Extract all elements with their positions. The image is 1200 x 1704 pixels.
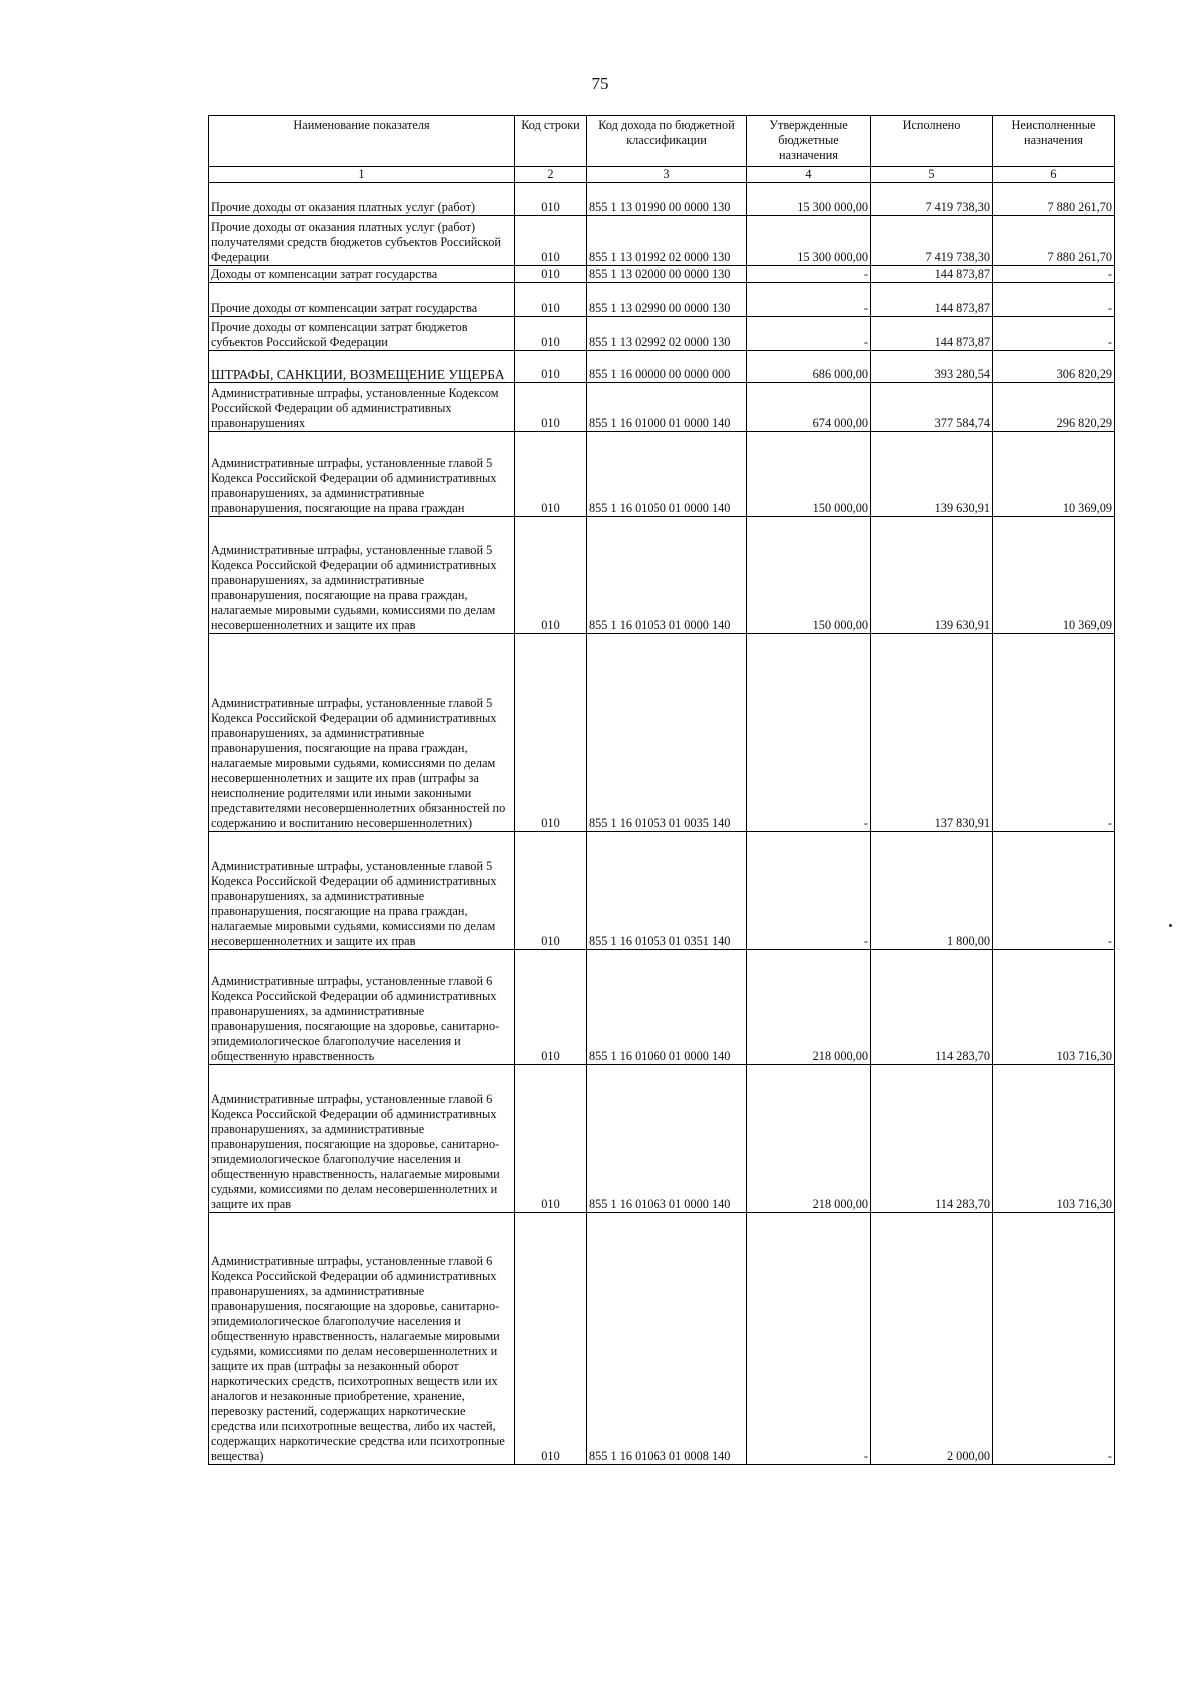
row-line-code: 010: [515, 1213, 587, 1465]
row-executed: 377 584,74: [871, 383, 993, 432]
row-executed: 144 873,87: [871, 317, 993, 351]
row-line-code: 010: [515, 317, 587, 351]
row-executed: 139 630,91: [871, 432, 993, 517]
row-income-code: 855 1 16 01050 01 0000 140: [587, 432, 747, 517]
row-name: ШТРАФЫ, САНКЦИИ, ВОЗМЕЩЕНИЕ УЩЕРБА: [209, 351, 515, 383]
row-unexecuted: 296 820,29: [993, 383, 1115, 432]
row-income-code: 855 1 13 02990 00 0000 130: [587, 283, 747, 317]
row-approved: 150 000,00: [747, 432, 871, 517]
row-approved: 218 000,00: [747, 950, 871, 1065]
row-executed: 137 830,91: [871, 634, 993, 832]
header-unexecuted: Неисполненные назначения: [993, 116, 1115, 167]
table-row: [209, 950, 1115, 1065]
row-approved: -: [747, 266, 871, 283]
row-line-code: 010: [515, 950, 587, 1065]
row-unexecuted: 306 820,29: [993, 351, 1115, 383]
budget-report-table: [208, 115, 1115, 1465]
row-approved: 15 300 000,00: [747, 216, 871, 266]
row-line-code: 010: [515, 283, 587, 317]
row-executed: 114 283,70: [871, 950, 993, 1065]
row-income-code: 855 1 16 01053 01 0351 140: [587, 832, 747, 950]
row-income-code: 855 1 13 01990 00 0000 130: [587, 183, 747, 216]
row-income-code: 855 1 13 01992 02 0000 130: [587, 216, 747, 266]
row-approved: -: [747, 283, 871, 317]
table-row: [209, 351, 1115, 383]
column-number: 5: [871, 167, 993, 183]
row-income-code: 855 1 16 01063 01 0000 140: [587, 1065, 747, 1213]
row-unexecuted: 7 880 261,70: [993, 216, 1115, 266]
row-executed: 144 873,87: [871, 283, 993, 317]
row-name: Доходы от компенсации затрат государства: [209, 266, 515, 283]
table-row: [209, 283, 1115, 317]
row-unexecuted: -: [993, 317, 1115, 351]
row-name: Прочие доходы от оказания платных услуг (работ) получателями средств бюджетов субъектов Российской Федерации: [209, 216, 515, 266]
table-row: [209, 634, 1115, 832]
table-row: [209, 1213, 1115, 1465]
row-executed: 2 000,00: [871, 1213, 993, 1465]
row-line-code: 010: [515, 351, 587, 383]
row-unexecuted: 10 369,09: [993, 517, 1115, 634]
row-unexecuted: -: [993, 266, 1115, 283]
row-name: Административные штрафы, установленные Кодексом Российской Федерации об административных правонарушениях: [209, 383, 515, 432]
row-line-code: 010: [515, 432, 587, 517]
row-unexecuted: -: [993, 634, 1115, 832]
header-income-code: Код дохода по бюджетной классификации: [587, 116, 747, 167]
row-name: Прочие доходы от компенсации затрат бюджетов субъектов Российской Федерации: [209, 317, 515, 351]
row-name: Административные штрафы, установленные главой 5 Кодекса Российской Федерации об административных правонарушениях, за административные правонарушения, посягающие на права граждан, налагаемые мировыми судьями, комиссиями по делам несовершеннолетних и защите их прав: [209, 517, 515, 634]
row-unexecuted: 103 716,30: [993, 950, 1115, 1065]
row-approved: 15 300 000,00: [747, 183, 871, 216]
table-row: [209, 517, 1115, 634]
column-number: 1: [209, 167, 515, 183]
row-line-code: 010: [515, 266, 587, 283]
row-name: Административные штрафы, установленные главой 5 Кодекса Российской Федерации об административных правонарушениях, за административные правонарушения, посягающие на права граждан: [209, 432, 515, 517]
row-income-code: 855 1 16 00000 00 0000 000: [587, 351, 747, 383]
row-name: Административные штрафы, установленные главой 5 Кодекса Российской Федерации об административных правонарушениях, за административные правонарушения, посягающие на права граждан, налагаемые мировыми судьями, комиссиями по делам несовершеннолетних и защите их прав (штрафы за неисполнение родителями или иными законными представителями несовершеннолетних обязанностей по содержанию и воспитанию несовершеннолетних): [209, 634, 515, 832]
header-indicator-name: Наименование показателя: [209, 116, 515, 167]
table-row: [209, 1065, 1115, 1213]
row-unexecuted: -: [993, 832, 1115, 950]
row-executed: 1 800,00: [871, 832, 993, 950]
table-row: [209, 266, 1115, 283]
row-executed: 7 419 738,30: [871, 183, 993, 216]
row-line-code: 010: [515, 216, 587, 266]
table-header-row: [209, 116, 1115, 167]
row-line-code: 010: [515, 517, 587, 634]
row-name: Прочие доходы от оказания платных услуг (работ): [209, 183, 515, 216]
row-unexecuted: -: [993, 1213, 1115, 1465]
row-income-code: 855 1 16 01063 01 0008 140: [587, 1213, 747, 1465]
table-row: [209, 183, 1115, 216]
table-row: [209, 832, 1115, 950]
row-name: Административные штрафы, установленные главой 6 Кодекса Российской Федерации об административных правонарушениях, за административные правонарушения, посягающие на здоровье, санитарно-эпидемиологическое благополучие населения и общественную нравственность, налагаемые мировыми судьями, комиссиями по делам несовершеннолетних и защите их прав (штрафы за незаконный оборот наркотических средств, психотропных веществ или их аналогов и незаконные приобретение, хранение, перевозку растений, содержащих наркотические средства или психотропные вещества, либо их частей, содержащих наркотические средства или психотропные вещества): [209, 1213, 515, 1465]
table-row: [209, 432, 1115, 517]
row-line-code: 010: [515, 832, 587, 950]
row-name: Административные штрафы, установленные главой 5 Кодекса Российской Федерации об административных правонарушениях, за административные правонарушения, посягающие на права граждан, налагаемые мировыми судьями, комиссиями по делам несовершеннолетних и защите их прав: [209, 832, 515, 950]
row-approved: 686 000,00: [747, 351, 871, 383]
page-number: 75: [591, 74, 609, 93]
row-approved: 674 000,00: [747, 383, 871, 432]
row-unexecuted: -: [993, 283, 1115, 317]
header-line-code: Код строки: [515, 116, 587, 167]
row-approved: 218 000,00: [747, 1065, 871, 1213]
row-approved: -: [747, 634, 871, 832]
column-number-row: [209, 167, 1115, 183]
row-executed: 393 280,54: [871, 351, 993, 383]
row-executed: 114 283,70: [871, 1065, 993, 1213]
row-line-code: 010: [515, 634, 587, 832]
row-approved: -: [747, 832, 871, 950]
row-approved: -: [747, 1213, 871, 1465]
row-executed: 139 630,91: [871, 517, 993, 634]
table-row: [209, 383, 1115, 432]
row-approved: 150 000,00: [747, 517, 871, 634]
row-line-code: 010: [515, 383, 587, 432]
row-line-code: 010: [515, 1065, 587, 1213]
row-name: Прочие доходы от компенсации затрат государства: [209, 283, 515, 317]
header-approved: Утвержденные бюджетные назначения: [747, 116, 871, 167]
column-number: 3: [587, 167, 747, 183]
row-income-code: 855 1 16 01060 01 0000 140: [587, 950, 747, 1065]
row-unexecuted: 7 880 261,70: [993, 183, 1115, 216]
row-line-code: 010: [515, 183, 587, 216]
table-row: [209, 216, 1115, 266]
column-number: 4: [747, 167, 871, 183]
row-income-code: 855 1 13 02000 00 0000 130: [587, 266, 747, 283]
scan-speck: [1169, 924, 1172, 927]
row-name: Административные штрафы, установленные главой 6 Кодекса Российской Федерации об административных правонарушениях, за административные правонарушения, посягающие на здоровье, санитарно-эпидемиологическое благополучие населения и общественную нравственность, налагаемые мировыми судьями, комиссиями по делам несовершеннолетних и защите их прав: [209, 1065, 515, 1213]
row-approved: -: [747, 317, 871, 351]
row-executed: 144 873,87: [871, 266, 993, 283]
row-income-code: 855 1 16 01053 01 0035 140: [587, 634, 747, 832]
row-income-code: 855 1 13 02992 02 0000 130: [587, 317, 747, 351]
table-row: [209, 317, 1115, 351]
row-name: Административные штрафы, установленные главой 6 Кодекса Российской Федерации об административных правонарушениях, за административные правонарушения, посягающие на здоровье, санитарно-эпидемиологическое благополучие населения и общественную нравственность: [209, 950, 515, 1065]
row-unexecuted: 10 369,09: [993, 432, 1115, 517]
row-executed: 7 419 738,30: [871, 216, 993, 266]
column-number: 6: [993, 167, 1115, 183]
row-unexecuted: 103 716,30: [993, 1065, 1115, 1213]
header-executed: Исполнено: [871, 116, 993, 167]
row-income-code: 855 1 16 01000 01 0000 140: [587, 383, 747, 432]
column-number: 2: [515, 167, 587, 183]
row-income-code: 855 1 16 01053 01 0000 140: [587, 517, 747, 634]
